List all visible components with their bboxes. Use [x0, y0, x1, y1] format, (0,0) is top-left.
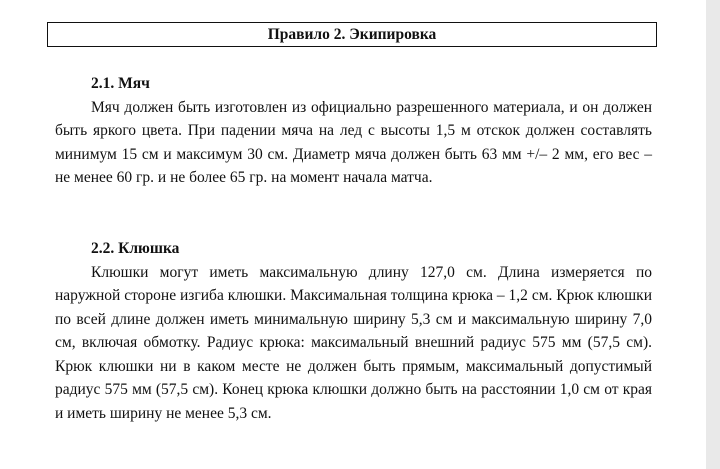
page-edge-strip	[706, 0, 720, 469]
section-heading-ball: 2.1. Мяч	[91, 75, 150, 92]
section-stick	[55, 237, 652, 425]
rule-title-box	[47, 22, 657, 47]
section-ball	[55, 72, 652, 190]
rule-title: Правило 2. Экипировка	[267, 25, 437, 43]
section-heading-stick: 2.2. Клюшка	[91, 240, 180, 257]
section-body-stick: Клюшки могут иметь максимальную длину 127,0 см. Длина измеряется по наружной стороне изгиба клюшки. Максимальная толщина крюка – 1,2 см. Крюк клюшки по всей длине должен иметь минимальную ширину 5,3 см и максимальную ширину 7,0 см, включая обмотку. Радиус крюка: максимальный внешний радиус 575 мм (57,5 см). Крюк клюшки ни в каком месте не должен быть прямым, максимальный допустимый радиус 575 мм (57,5 см). Конец крюка клюшки должно быть на расстоянии 1,0 см от края и иметь ширину не менее 5,3 см.	[55, 263, 652, 422]
section-body-ball: Мяч должен быть изготовлен из официально разрешенного материала, и он должен быть яркого цвета. При падении мяча на лед с высоты 1,5 м отскок должен составлять минимум 15 см и максимум 30 см. Диаметр мяча должен быть 63 мм +/– 2 мм, его вес – не менее 60 гр. и не более 65 гр. на момент начала матча.	[55, 98, 652, 186]
